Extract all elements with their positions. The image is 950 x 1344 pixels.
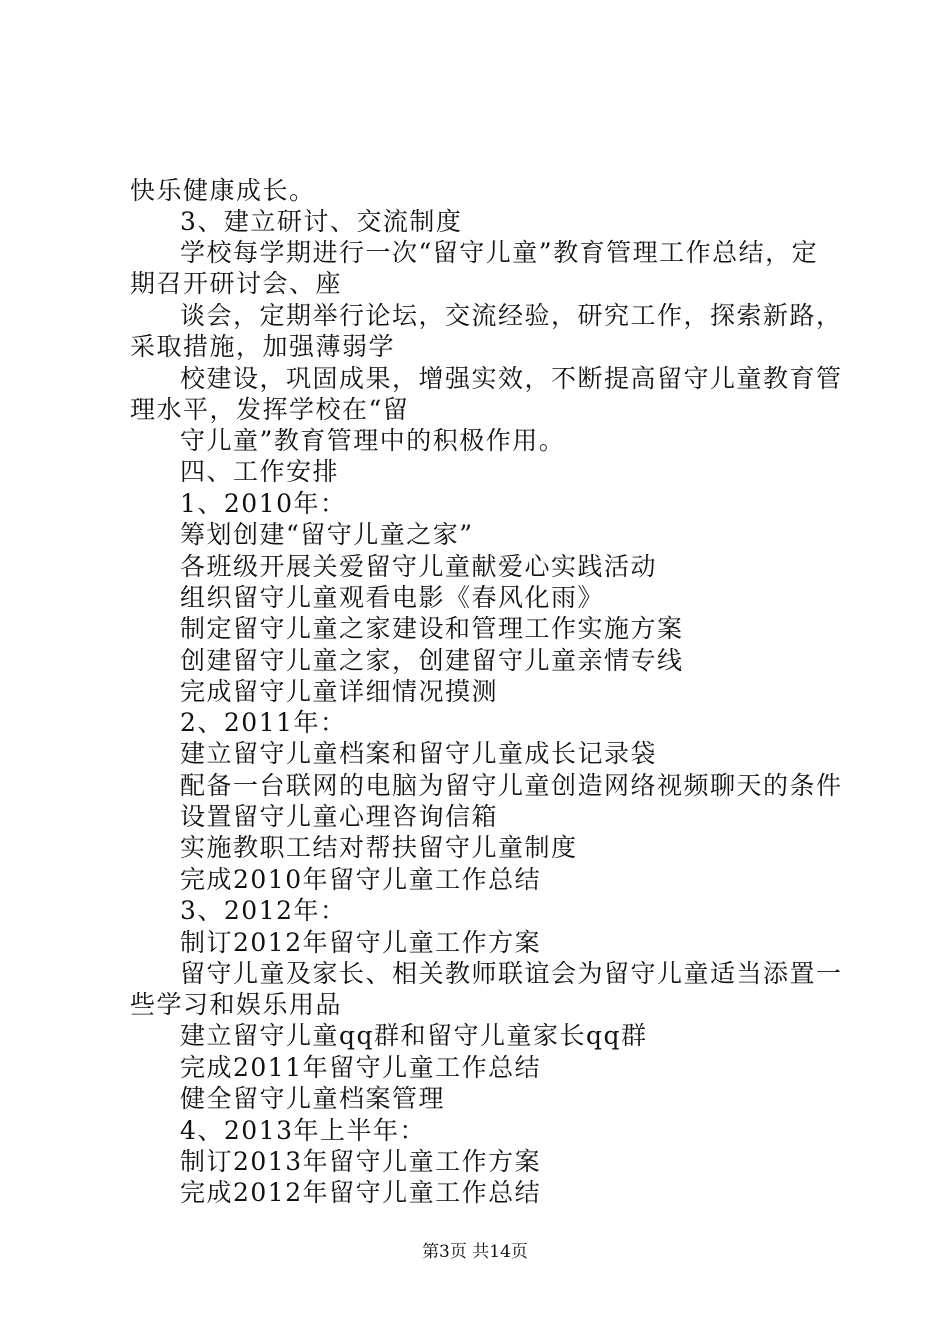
- list-item: 组织留守儿童观看电影《春风化雨》: [180, 583, 605, 612]
- section-heading: 3、建立研讨、交流制度: [180, 207, 463, 236]
- year-heading: 3、2012年：: [180, 896, 347, 925]
- list-item: 制定留守儿童之家建设和管理工作实施方案: [180, 614, 684, 643]
- text-line: 学校每学期进行一次“留守儿童”教育管理工作总结，定: [180, 238, 819, 267]
- year-heading: 1、2010年：: [180, 489, 347, 518]
- year-heading: 4、2013年上半年：: [180, 1116, 427, 1145]
- text-line: 理水平，发挥学校在“留: [130, 395, 410, 424]
- text-line: 快乐健康成长。: [130, 176, 316, 205]
- list-item: 制订2012年留守儿童工作方案: [180, 928, 542, 957]
- text-line: 采取措施，加强薄弱学: [130, 332, 396, 361]
- list-item: 设置留守儿童心理咨询信箱: [180, 802, 499, 831]
- list-item: 些学习和娱乐用品: [130, 990, 343, 1019]
- list-item: 健全留守儿童档案管理: [180, 1084, 446, 1113]
- list-item: 建立留守儿童qq群和留守儿童家长qq群: [180, 1021, 648, 1050]
- list-item: 完成留守儿童详细情况摸测: [180, 677, 499, 706]
- list-item: 筹划创建“留守儿童之家”: [180, 520, 474, 549]
- text-line: 守儿童”教育管理中的积极作用。: [180, 426, 566, 455]
- list-item: 制订2013年留守儿童工作方案: [180, 1147, 542, 1176]
- list-item: 创建留守儿童之家，创建留守儿童亲情专线: [180, 646, 684, 675]
- year-heading: 2、2011年：: [180, 708, 347, 737]
- list-item: 实施教职工结对帮扶留守儿童制度: [180, 833, 578, 862]
- list-item: 各班级开展关爱留守儿童献爱心实践活动: [180, 552, 658, 581]
- list-item: 完成2010年留守儿童工作总结: [180, 865, 542, 894]
- list-item: 完成2012年留守儿童工作总结: [180, 1178, 542, 1207]
- list-item: 配备一台联网的电脑为留守儿童创造网络视频聊天的条件: [180, 771, 843, 800]
- text-line: 期召开研讨会、座: [130, 269, 343, 298]
- text-line: 谈会，定期举行论坛，交流经验，研究工作，探索新路，: [180, 301, 843, 330]
- list-item: 建立留守儿童档案和留守儿童成长记录袋: [180, 739, 658, 768]
- page-number: 第3页 共14页: [422, 1242, 528, 1262]
- list-item: 留守儿童及家长、相关教师联谊会为留守儿童适当添置一: [180, 959, 843, 988]
- section-heading: 四、工作安排: [180, 457, 340, 486]
- text-line: 校建设，巩固成果，增强实效，不断提高留守儿童教育管: [180, 364, 843, 393]
- list-item: 完成2011年留守儿童工作总结: [180, 1053, 542, 1082]
